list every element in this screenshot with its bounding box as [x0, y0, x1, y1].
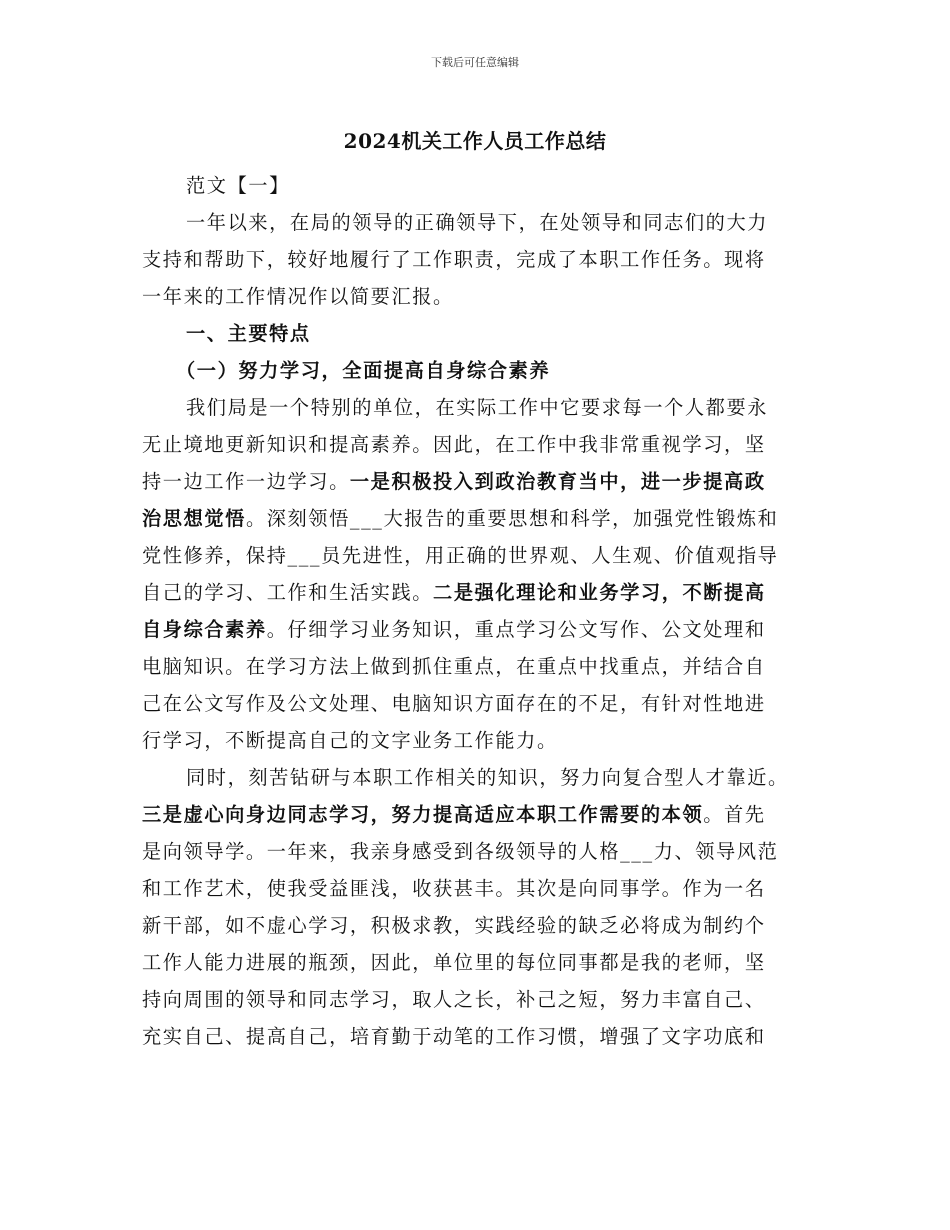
text-run: 自己的学习、工作和生活实践。	[142, 581, 434, 604]
paragraph-line: 电脑知识。在学习方法上做到抓住重点，在重点中找重点，并结合自	[142, 655, 766, 678]
paragraph-line: 工作人能力进展的瓶颈，因此，单位里的每位同事都是我的老师，坚	[142, 951, 766, 974]
paragraph-line	[142, 796, 812, 833]
bold-text-run: 一是积极投入到政治教育当中，进一步提高政	[349, 470, 766, 493]
bold-text-run: 二是强化理论和业务学习，不断提高	[433, 581, 766, 604]
paragraph-line: 无止境地更新知识和提高素养。因此，在工作中我非常重视学习，坚	[142, 433, 766, 456]
paragraph-line: 党性修养，保持___员先进性，用正确的世界观、人生观、价值观指导	[142, 544, 779, 567]
paragraph-line	[142, 463, 812, 500]
paragraph-line	[142, 574, 812, 611]
bold-text-run: 三是虚心向身边同志学习，努力提高适应本职工作需要的本领	[142, 803, 704, 826]
section-label: 范文【一】	[186, 174, 290, 197]
paragraph-line: 一年以来，在局的领导的正确领导下，在处领导和同志们的大力	[186, 211, 769, 234]
paragraph-line: 己在公文写作及公文处理、电脑知识方面存在的不足，有针对性地进	[142, 692, 766, 715]
paragraph-line: 支持和帮助下，较好地履行了工作职责，完成了本职工作任务。现将	[142, 248, 766, 271]
text-run: 。首先	[703, 803, 766, 826]
paragraph-line: 充实自己、提高自己，培育勤于动笔的工作习惯，增强了文字功底和	[142, 1025, 766, 1048]
paragraph-line: 持向周围的领导和同志学习，取人之长，补己之短，努力丰富自己、	[142, 988, 766, 1011]
paragraph-line: 同时，刻苦钻研与本职工作相关的知识，努力向复合型人才靠近。	[186, 766, 789, 789]
document-body	[142, 167, 812, 1055]
text-run: 。深刻领悟___大报告的重要思想和科学，加强党性锻炼和	[245, 507, 779, 530]
paragraph-line: 新干部，如不虚心学习，积极求教，实践经验的缺乏必将成为制约个	[142, 914, 766, 937]
page-header: 下载后可任意编辑	[431, 56, 519, 69]
paragraph-line	[142, 611, 812, 648]
text-run: 。仔细学习业务知识，重点学习公文写作、公文处理和	[266, 618, 766, 641]
bold-text-run: 治思想觉悟	[142, 507, 246, 530]
paragraph-line: 我们局是一个特别的单位，在实际工作中它要求每一个人都要永	[186, 396, 769, 419]
paragraph-line	[142, 500, 812, 537]
paragraph-line: 和工作艺术，使我受益匪浅，收获甚丰。其次是向同事学。作为一名	[142, 877, 766, 900]
document-title: 2024机关工作人员工作总结	[343, 129, 607, 153]
heading-level-1: 一、主要特点	[186, 322, 311, 345]
heading-level-2: （一）努力学习，全面提高自身综合素养	[176, 359, 551, 382]
paragraph-line: 行学习，不断提高自己的文字业务工作能力。	[142, 729, 558, 752]
paragraph-line: 一年来的工作情况作以简要汇报。	[142, 285, 454, 308]
text-run: 持一边工作一边学习。	[142, 470, 350, 493]
paragraph-line: 是向领导学。一年来，我亲身感受到各级领导的人格___力、领导风范	[142, 840, 779, 863]
bold-text-run: 自身综合素养	[142, 618, 267, 641]
